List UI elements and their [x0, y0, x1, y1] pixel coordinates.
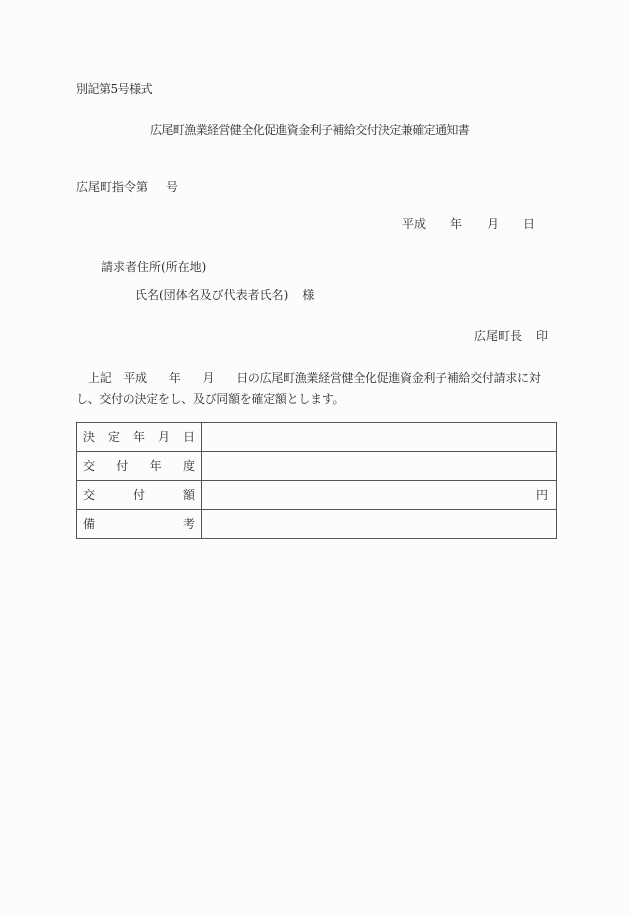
reference-prefix: 広尾町指令第 [76, 180, 149, 194]
value-decision-date [202, 423, 557, 452]
seal-mark: 印 [536, 329, 549, 343]
body-era: 平成 [123, 371, 147, 385]
reference-number [76, 181, 178, 193]
requester-name-line [135, 289, 314, 301]
body-year-unit: 年 [168, 371, 181, 385]
body-prefix: 上記 [88, 371, 112, 385]
value-fiscal-year [202, 452, 557, 481]
table-row-remarks [77, 510, 557, 539]
label-fiscal-year: 交 付 年 度 [77, 452, 202, 481]
requester-name-label: 氏名(団体名及び代表者氏名) [135, 288, 289, 302]
document-title: 広尾町漁業経営健全化促進資金利子補給交付決定兼確定通知書 [150, 123, 470, 137]
label-grant-amount: 交 付 額 [77, 481, 202, 510]
date-day-unit: 日 [523, 217, 536, 231]
value-grant-amount: 円 [202, 481, 557, 510]
requester-address-label: 請求者住所(所在地) [101, 260, 207, 274]
issue-date [402, 218, 535, 230]
date-era: 平成 [402, 217, 427, 231]
body-paragraph [76, 368, 560, 410]
form-number: 別記第5号様式 [76, 82, 153, 96]
table-row-grant-amount [77, 481, 557, 510]
details-table [76, 422, 557, 539]
honorific: 様 [302, 288, 315, 302]
body-text: 日の広尾町漁業経営健全化促進資金利子補給交付請求に対し、交付の決定をし、及び同額を確定額とします。 [76, 371, 541, 406]
date-year-unit: 年 [450, 217, 463, 231]
value-remarks [202, 510, 557, 539]
reference-suffix: 号 [166, 180, 179, 194]
label-remarks: 備 考 [77, 510, 202, 539]
issuer-title: 広尾町長 [474, 329, 523, 343]
label-decision-date: 決 定 年 月 日 [77, 423, 202, 452]
date-month-unit: 月 [487, 217, 500, 231]
table-row-fiscal-year [77, 452, 557, 481]
table-row-decision-date [77, 423, 557, 452]
body-month-unit: 月 [202, 371, 215, 385]
issuer-line [474, 330, 548, 342]
